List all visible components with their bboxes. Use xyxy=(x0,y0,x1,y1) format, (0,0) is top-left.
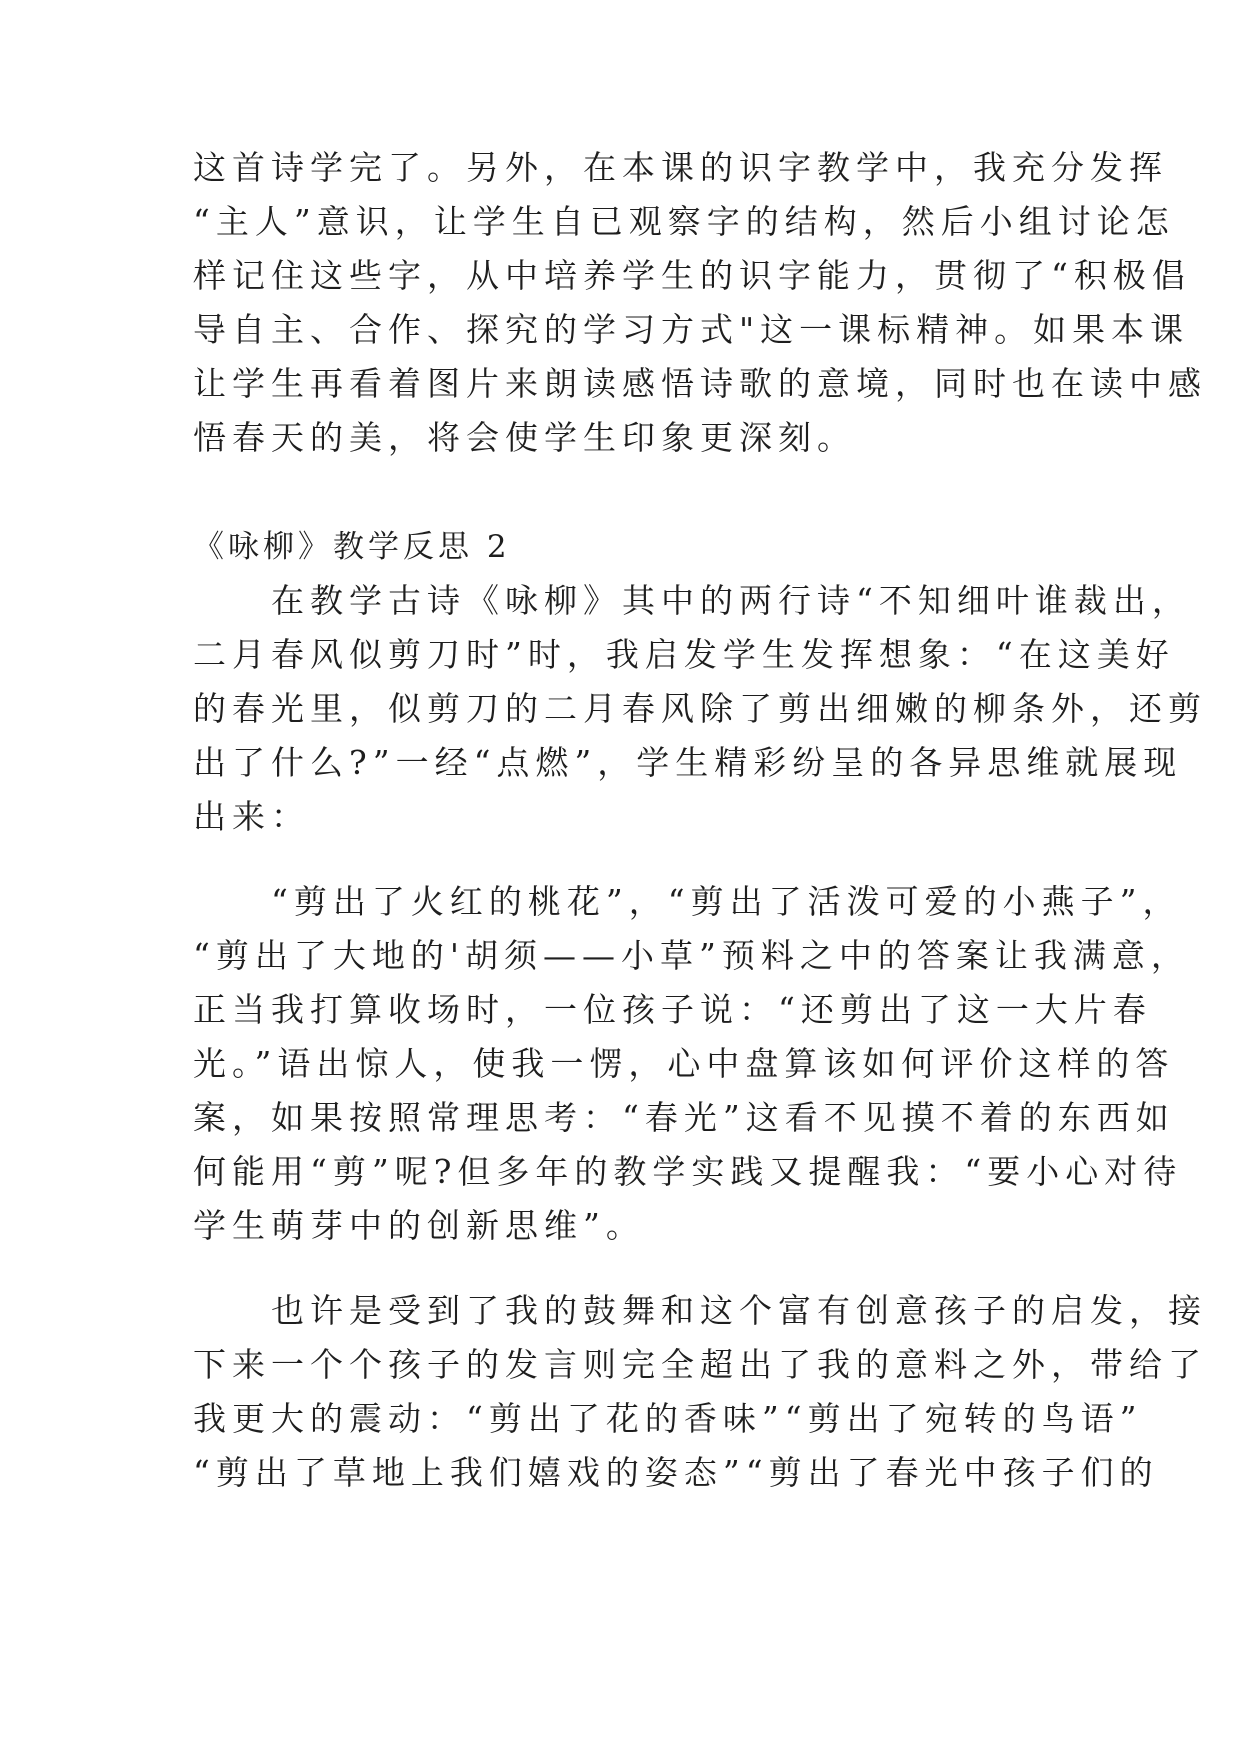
text-line: “剪出了大地的'胡须——小草”预料之中的答案让我满意， xyxy=(193,936,1190,975)
text-line: 学生萌芽中的创新思维”。 xyxy=(193,1206,645,1245)
text-line: 在教学古诗《咏柳》其中的两行诗“不知细叶谁裁出， xyxy=(193,581,1191,620)
text-line: 正当我打算收场时，一位孩子说：“还剪出了这一大片春 xyxy=(193,990,1152,1029)
text-line: “剪出了火红的桃花”，“剪出了活泼可爱的小燕子”， xyxy=(193,882,1182,921)
text-line: 出来： xyxy=(193,797,310,836)
text-line: 也许是受到了我的鼓舞和这个富有创意孩子的启发，接 xyxy=(193,1291,1207,1330)
text-line: 二月春风似剪刀时”时，我启发学生发挥想象：“在这美好 xyxy=(193,635,1175,674)
text-line: 下来一个个孩子的发言则完全超出了我的意料之外，带给了 xyxy=(193,1345,1207,1384)
text-line: 悟春天的美，将会使学生印象更深刻。 xyxy=(193,418,856,457)
text-line: 导自主、合作、探究的学习方式"这一课标精神。如果本课 xyxy=(193,310,1190,349)
text-line: 出了什么?”一经“点燃”，学生精彩纷呈的各异思维就展现 xyxy=(193,743,1183,782)
text-line: 让学生再看着图片来朗读感悟诗歌的意境，同时也在读中感 xyxy=(193,364,1207,403)
text-line: 样记住这些字，从中培养学生的识字能力，贯彻了“积极倡 xyxy=(193,256,1191,295)
text-line: 这首诗学完了。另外，在本课的识字教学中，我充分发挥 xyxy=(193,148,1168,187)
text-line: 我更大的震动：“剪出了花的香味”“剪出了宛转的鸟语” xyxy=(193,1399,1143,1438)
text-line: 光。”语出惊人，使我一愣，心中盘算该如何评价这样的答 xyxy=(193,1044,1175,1083)
section-heading: 《咏柳》教学反思 2 xyxy=(193,529,511,565)
text-line: “主人”意识，让学生自已观察字的结构，然后小组讨论怎 xyxy=(193,202,1175,241)
text-line: 的春光里，似剪刀的二月春风除了剪出细嫩的柳条外，还剪 xyxy=(193,689,1207,728)
text-line: 案，如果按照常理思考：“春光”这看不见摸不着的东西如 xyxy=(193,1098,1175,1137)
text-line: 何能用“剪”呢?但多年的教学实践又提醒我：“要小心对待 xyxy=(193,1152,1183,1191)
text-line: “剪出了草地上我们嬉戏的姿态”“剪出了春光中孩子们的 xyxy=(193,1453,1159,1492)
